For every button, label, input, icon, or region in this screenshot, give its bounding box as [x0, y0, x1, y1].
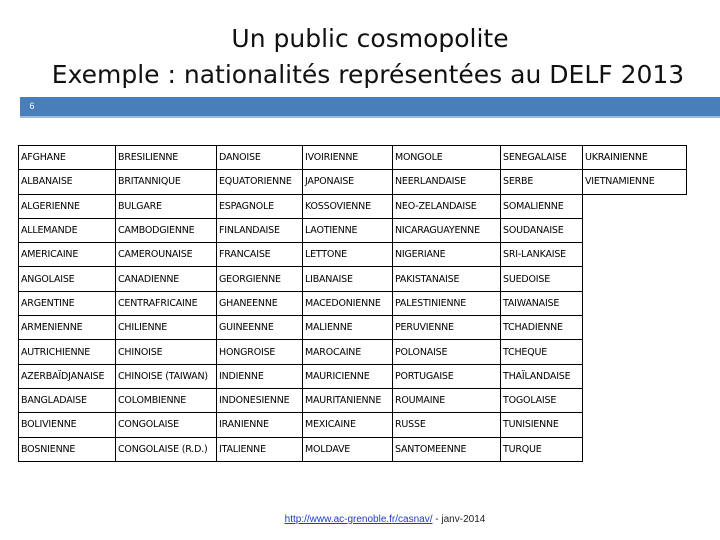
- table-cell: CAMEROUNAISE: [116, 243, 217, 267]
- table-cell: CONGOLAISE (R.D.): [116, 437, 217, 461]
- table-cell: NIGERIANE: [393, 243, 501, 267]
- table-row: [19, 413, 687, 437]
- slide-title-line2: Exemple : nationalités représentées au DELF 2013: [51, 60, 685, 89]
- table-cell: TAIWANAISE: [501, 291, 583, 315]
- table-cell: PALESTINIENNE: [393, 291, 501, 315]
- table-cell: BULGARE: [116, 194, 217, 218]
- table-cell: SUEDOISE: [501, 267, 583, 291]
- table-cell: IRANIENNE: [217, 413, 303, 437]
- table-cell: HONGROISE: [217, 340, 303, 364]
- table-row: [19, 340, 687, 364]
- table-row: [19, 388, 687, 412]
- table-cell: [583, 291, 687, 315]
- table-cell: NEERLANDAISE: [393, 170, 501, 194]
- table-cell: GUINEENNE: [217, 316, 303, 340]
- slide-number: 6: [20, 97, 44, 116]
- table-cell: ARGENTINE: [19, 291, 116, 315]
- table-cell: MEXICAINE: [303, 413, 393, 437]
- table-cell: TCHEQUE: [501, 340, 583, 364]
- table-cell: AFGHANE: [19, 146, 116, 170]
- table-cell: BANGLADAISE: [19, 388, 116, 412]
- table-cell: MAURITANIENNE: [303, 388, 393, 412]
- table-cell: CENTRAFRICAINE: [116, 291, 217, 315]
- nationalities-table: [18, 145, 687, 462]
- table-row: [19, 218, 687, 242]
- table-cell: RUSSE: [393, 413, 501, 437]
- table-cell: ROUMAINE: [393, 388, 501, 412]
- table-cell: THAÏLANDAISE: [501, 364, 583, 388]
- table-cell: SOMALIENNE: [501, 194, 583, 218]
- table-cell: PAKISTANAISE: [393, 267, 501, 291]
- table-row: [19, 267, 687, 291]
- table-cell: NEO-ZELANDAISE: [393, 194, 501, 218]
- table-row: [19, 291, 687, 315]
- table-cell: CHINOISE: [116, 340, 217, 364]
- table-cell: [583, 413, 687, 437]
- table-row: [19, 243, 687, 267]
- table-cell: BRESILIENNE: [116, 146, 217, 170]
- table-cell: MONGOLE: [393, 146, 501, 170]
- table-cell: FRANCAISE: [217, 243, 303, 267]
- table-cell: CAMBODGIENNE: [116, 218, 217, 242]
- table-cell: SRI-LANKAISE: [501, 243, 583, 267]
- table-cell: LETTONE: [303, 243, 393, 267]
- table-row: [19, 364, 687, 388]
- table-row: [19, 437, 687, 461]
- table-cell: TOGOLAISE: [501, 388, 583, 412]
- table-cell: MAURICIENNE: [303, 364, 393, 388]
- table-cell: SENEGALAISE: [501, 146, 583, 170]
- table-cell: [583, 243, 687, 267]
- table-cell: CHINOISE (TAIWAN): [116, 364, 217, 388]
- table-cell: ARMENIENNE: [19, 316, 116, 340]
- header-accent-bar: [44, 97, 720, 116]
- table-cell: CANADIENNE: [116, 267, 217, 291]
- table-cell: BOLIVIENNE: [19, 413, 116, 437]
- table-cell: MALIENNE: [303, 316, 393, 340]
- footer-link[interactable]: http://www.ac-grenoble.fr/casnav/: [284, 514, 433, 525]
- table-cell: LIBANAISE: [303, 267, 393, 291]
- table-cell: UKRAINIENNE: [583, 146, 687, 170]
- table-cell: ALBANAISE: [19, 170, 116, 194]
- table-cell: POLONAISE: [393, 340, 501, 364]
- table-cell: ALGERIENNE: [19, 194, 116, 218]
- table-cell: ALLEMANDE: [19, 218, 116, 242]
- table-cell: [583, 388, 687, 412]
- table-cell: ANGOLAISE: [19, 267, 116, 291]
- table-cell: FINLANDAISE: [217, 218, 303, 242]
- table-cell: MOLDAVE: [303, 437, 393, 461]
- table-cell: KOSSOVIENNE: [303, 194, 393, 218]
- table-cell: GHANEENNE: [217, 291, 303, 315]
- table-cell: EQUATORIENNE: [217, 170, 303, 194]
- table-cell: CHILIENNE: [116, 316, 217, 340]
- table-cell: [583, 218, 687, 242]
- table-cell: AMERICAINE: [19, 243, 116, 267]
- table-cell: ESPAGNOLE: [217, 194, 303, 218]
- table-cell: IVOIRIENNE: [303, 146, 393, 170]
- table-cell: COLOMBIENNE: [116, 388, 217, 412]
- table-cell: DANOISE: [217, 146, 303, 170]
- table-cell: MACEDONIENNE: [303, 291, 393, 315]
- table-row: [19, 194, 687, 218]
- table-cell: [583, 267, 687, 291]
- table-cell: BRITANNIQUE: [116, 170, 217, 194]
- table-cell: CONGOLAISE: [116, 413, 217, 437]
- table-cell: ITALIENNE: [217, 437, 303, 461]
- table-cell: [583, 340, 687, 364]
- slide-title-line1: Un public cosmopolite: [231, 24, 509, 53]
- table-cell: SOUDANAISE: [501, 218, 583, 242]
- table-cell: PORTUGAISE: [393, 364, 501, 388]
- table-cell: MAROCAINE: [303, 340, 393, 364]
- table-cell: TURQUE: [501, 437, 583, 461]
- table-cell: INDONESIENNE: [217, 388, 303, 412]
- table-cell: TUNISIENNE: [501, 413, 583, 437]
- table-cell: [583, 364, 687, 388]
- table-cell: SANTOMEENNE: [393, 437, 501, 461]
- table-cell: AUTRICHIENNE: [19, 340, 116, 364]
- table-cell: TCHADIENNE: [501, 316, 583, 340]
- table-cell: GEORGIENNE: [217, 267, 303, 291]
- table-cell: NICARAGUAYENNE: [393, 218, 501, 242]
- table-cell: VIETNAMIENNE: [583, 170, 687, 194]
- table-cell: LAOTIENNE: [303, 218, 393, 242]
- table-cell: AZERBAÏDJANAISE: [19, 364, 116, 388]
- table-cell: [583, 437, 687, 461]
- table-cell: [583, 316, 687, 340]
- footer-date: - janv-2014: [432, 514, 486, 525]
- table-cell: JAPONAISE: [303, 170, 393, 194]
- table-row: [19, 146, 687, 170]
- table-cell: [583, 194, 687, 218]
- table-cell: BOSNIENNE: [19, 437, 116, 461]
- footer: [0, 514, 720, 525]
- table-cell: INDIENNE: [217, 364, 303, 388]
- table-cell: SERBE: [501, 170, 583, 194]
- table-row: [19, 316, 687, 340]
- table-cell: PERUVIENNE: [393, 316, 501, 340]
- table-row: [19, 170, 687, 194]
- header-accent-line: [20, 116, 720, 118]
